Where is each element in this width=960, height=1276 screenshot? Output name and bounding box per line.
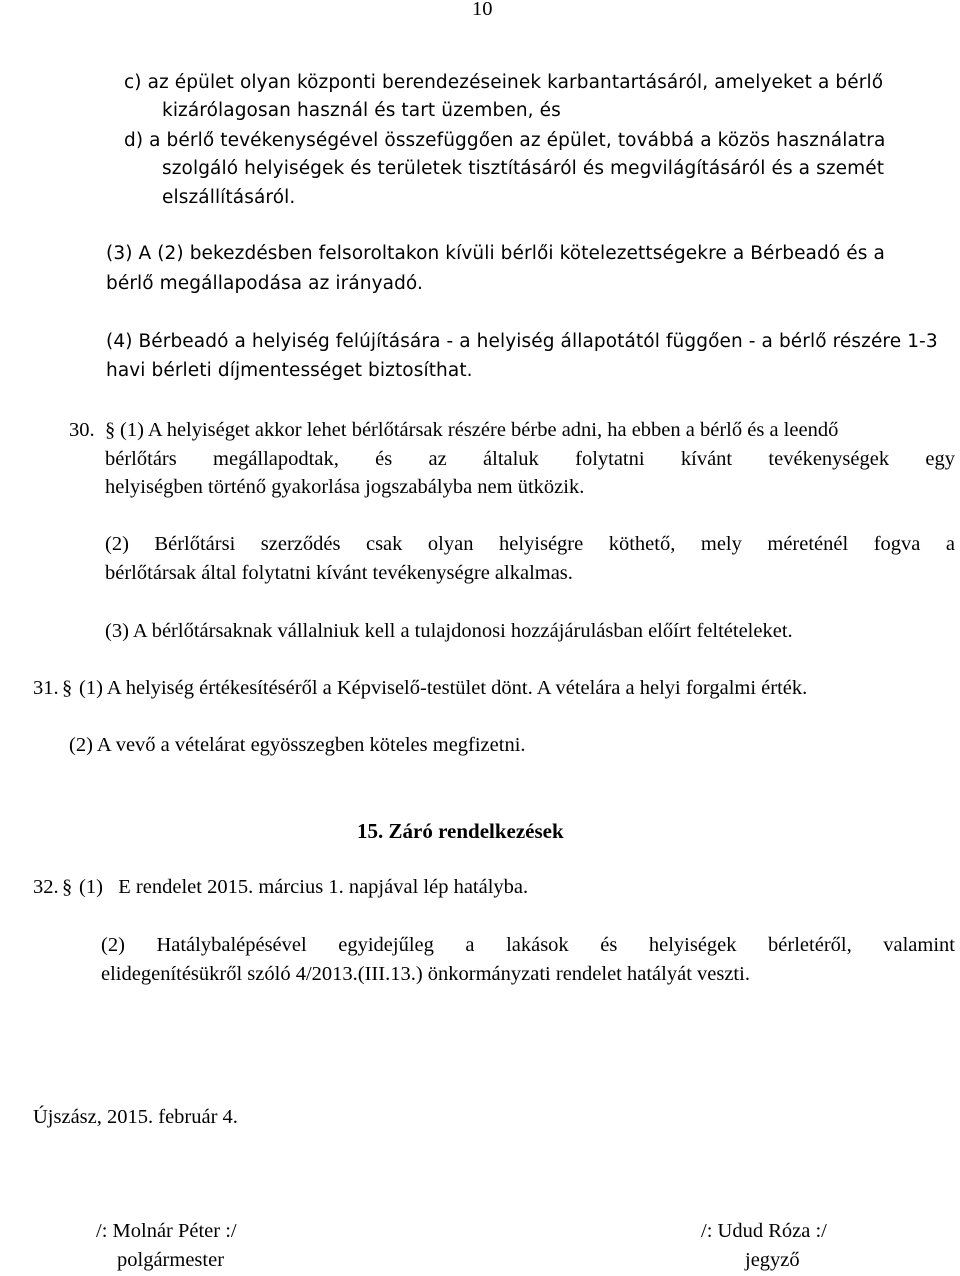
section-30-para2-line1: (2) Bérlőtársi szerződés csak olyan helyiségre köthető, mely méreténél fogva a xyxy=(105,533,955,555)
para-4-line1: (4) Bérbeadó a helyiség felújítására - a helyiség állapotától függően - a bérlő részére 1-3 xyxy=(106,331,938,352)
item-d-line3: elszállításáról. xyxy=(162,187,296,208)
section-32-symbol: § xyxy=(62,876,73,898)
item-d-line1: d) a bérlő tevékenységével összefüggően az épület, továbbá a közös használatra xyxy=(124,130,886,151)
section-30-para3: (3) A bérlőtársaknak vállalniuk kell a tulajdonosi hozzájárulásban előírt feltételeket. xyxy=(105,620,793,642)
section-30-number: 30. xyxy=(69,419,95,441)
place-date: Újszász, 2015. február 4. xyxy=(33,1106,238,1128)
item-c-line1: c) az épület olyan központi berendezéseinek karbantartásáról, amelyeket a bérlő xyxy=(124,72,884,93)
section-32-para2-line2: elidegenítésükről szóló 4/2013.(III.13.) önkormányzati rendelet hatályát veszti. xyxy=(101,963,750,985)
section-32-number: 32. xyxy=(33,876,59,898)
section-30-para2-line2: bérlőtársak által folytatni kívánt tevékenységre alkalmas. xyxy=(105,562,573,584)
section-32-para1: (1) E rendelet 2015. március 1. napjával lép hatályba. xyxy=(79,876,529,898)
section-31-number: 31. xyxy=(33,677,59,699)
section-32-para2-line1: (2) Hatálybalépésével egyidejűleg a lakások és helyiségek bérletéről, valamint xyxy=(101,934,955,956)
section-31-symbol: § xyxy=(62,677,73,699)
page-number: 10 xyxy=(472,0,493,20)
signature-mayor-title: polgármester xyxy=(117,1249,225,1271)
para-4-line2: havi bérleti díjmentességet biztosíthat. xyxy=(106,360,473,381)
signature-notary-name: /: Udud Róza :/ xyxy=(701,1220,827,1242)
signature-notary-title: jegyző xyxy=(745,1249,800,1271)
item-c-line2: kizárólagosan használ és tart üzemben, és xyxy=(162,100,561,121)
chapter-heading: 15. Záró rendelkezések xyxy=(357,819,564,843)
section-30-line1: (1) A helyiséget akkor lehet bérlőtársak részére bérbe adni, ha ebben a bérlő és a leendő xyxy=(120,419,839,441)
signature-mayor-name: /: Molnár Péter :/ xyxy=(96,1220,237,1242)
para-3-line2: bérlő megállapodása az irányadó. xyxy=(106,273,424,294)
item-d-line2: szolgáló helyiségek és területek tisztításáról és megvilágításáról és a szemét xyxy=(162,158,885,179)
section-30-line2: bérlőtárs megállapodtak, és az általuk folytatni kívánt tevékenységek egy xyxy=(105,448,955,470)
para-3-line1: (3) A (2) bekezdésben felsoroltakon kívüli bérlői kötelezettségekre a Bérbeadó és a xyxy=(106,243,885,264)
section-30-symbol: § xyxy=(105,419,116,441)
section-31-line2: (2) A vevő a vételárat egyösszegben köteles megfizetni. xyxy=(69,734,526,756)
section-30-line3: helyiségben történő gyakorlása jogszabályba nem ütközik. xyxy=(105,476,585,498)
section-31-line1: (1) A helyiség értékesítéséről a Képviselő-testület dönt. A vételára a helyi forgalmi érték. xyxy=(79,677,808,699)
